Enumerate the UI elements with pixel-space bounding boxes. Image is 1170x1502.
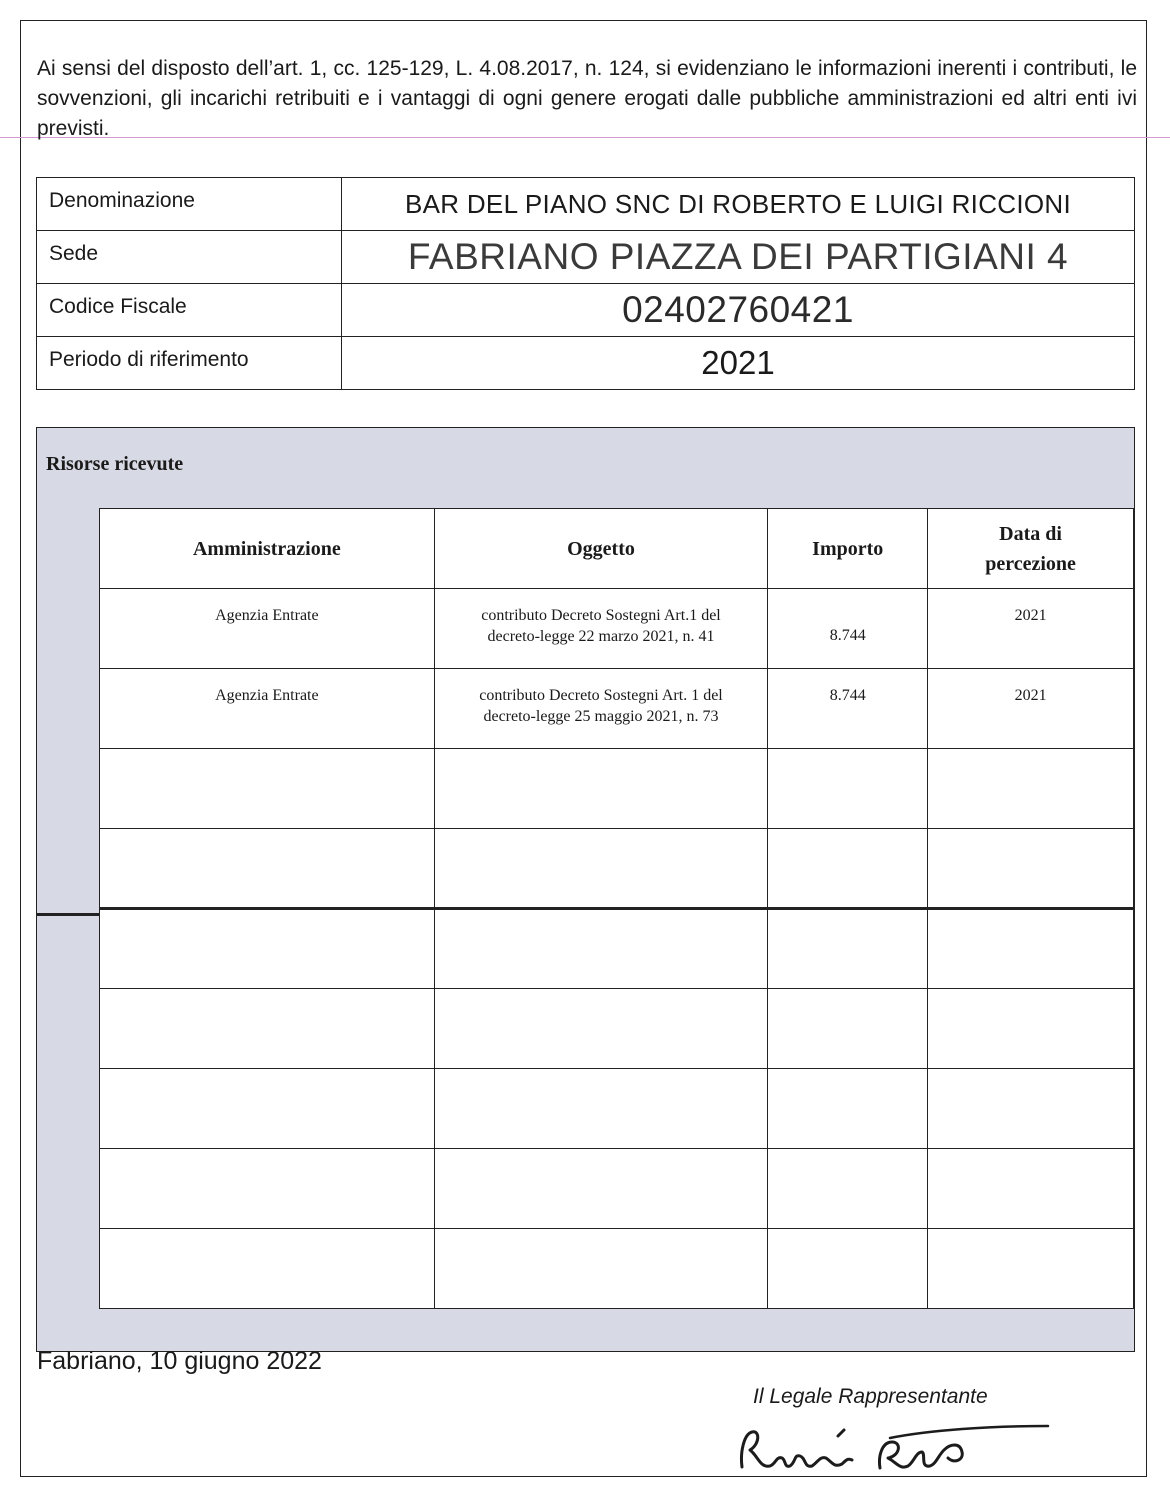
signatory-title: Il Legale Rappresentante	[753, 1385, 988, 1408]
table-row	[100, 589, 1134, 669]
cell-data: 2021	[928, 669, 1134, 749]
company-info-table	[36, 177, 1135, 390]
table-row-empty	[100, 1229, 1134, 1309]
header-amministrazione: Amministrazione	[100, 509, 435, 589]
info-label: Codice Fiscale	[37, 284, 342, 337]
header-data-line1: Data di	[999, 522, 1062, 545]
info-row-codice-fiscale	[37, 284, 1135, 337]
info-label: Periodo di riferimento	[37, 337, 342, 390]
info-row-denominazione	[37, 178, 1135, 231]
table-row-empty	[100, 1149, 1134, 1229]
signature-image	[730, 1412, 1060, 1482]
oggetto-line2: decreto-legge 25 maggio 2021, n. 73	[483, 708, 719, 725]
info-label: Sede	[37, 231, 342, 284]
header-oggetto: Oggetto	[434, 509, 768, 589]
info-value: 2021	[342, 337, 1135, 390]
info-value: FABRIANO PIAZZA DEI PARTIGIANI 4	[342, 231, 1135, 284]
table-row-empty	[100, 989, 1134, 1069]
cell-importo: 8.744	[768, 669, 928, 749]
intro-paragraph: Ai sensi del disposto dell’art. 1, cc. 125-129, L. 4.08.2017, n. 124, si evidenziano le informazioni inerenti i contributi, le sovvenzioni, gli incarichi retribuiti e i vantaggi di ogni genere erogati dalle pubbliche amministrazioni ed altri enti ivi previsti.	[37, 57, 1137, 140]
cell-amministrazione: Agenzia Entrate	[100, 669, 435, 749]
info-value: 02402760421	[342, 284, 1135, 337]
oggetto-line2: decreto-legge 22 marzo 2021, n. 41	[487, 628, 715, 645]
header-importo: Importo	[768, 509, 928, 589]
table-row	[100, 669, 1134, 749]
section-divider	[36, 913, 100, 916]
cell-amministrazione: Agenzia Entrate	[100, 589, 435, 669]
cell-importo: 8.744	[768, 589, 928, 669]
table-row-empty	[100, 749, 1134, 829]
header-data-percezione	[928, 509, 1134, 589]
info-row-sede	[37, 231, 1135, 284]
cell-oggetto	[434, 589, 768, 669]
resources-table	[99, 508, 1134, 1309]
table-header-row	[100, 509, 1134, 589]
place-date: Fabriano, 10 giugno 2022	[37, 1347, 322, 1375]
oggetto-line1: contributo Decreto Sostegni Art. 1 del	[479, 687, 723, 704]
table-row-empty	[100, 1069, 1134, 1149]
info-row-periodo	[37, 337, 1135, 390]
info-value: BAR DEL PIANO SNC DI ROBERTO E LUIGI RICCIONI	[342, 178, 1135, 231]
cell-oggetto	[434, 669, 768, 749]
info-label: Denominazione	[37, 178, 342, 231]
table-row-empty	[100, 829, 1134, 909]
header-data-line2: percezione	[985, 552, 1076, 575]
oggetto-line1: contributo Decreto Sostegni Art.1 del	[481, 607, 721, 624]
resources-title: Risorse ricevute	[46, 453, 184, 475]
table-row-empty	[100, 909, 1134, 989]
cell-data: 2021	[928, 589, 1134, 669]
